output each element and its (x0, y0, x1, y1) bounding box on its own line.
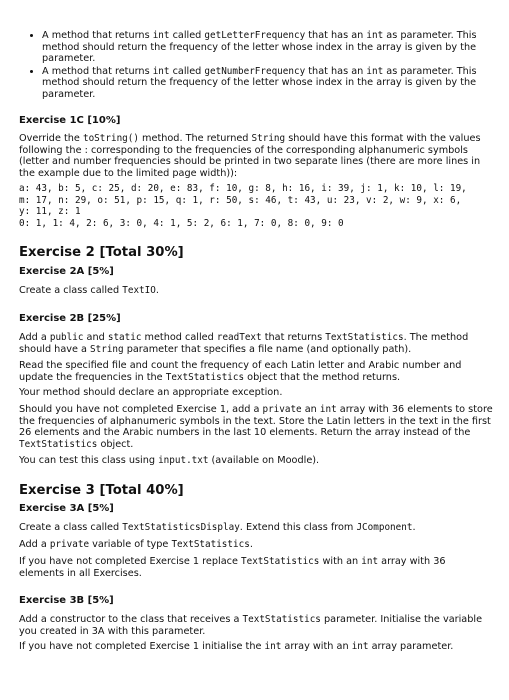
exercise-2a-text: Create a class called TextIO. (19, 285, 159, 296)
exercise-3a-heading: Exercise 3A [5%] (19, 503, 114, 514)
exercise-2-heading: Exercise 2 [Total 30%] (19, 245, 184, 260)
exercise-3b-heading: Exercise 3B [5%] (19, 595, 114, 606)
exercise-1c-text: Override the toString() method. The returned String should have this format with the values following the : corresponding to the frequencies of the corresponding alphanumeric symbols (letter and number frequencies should be printed in two separate lines (there are more lines in the example due to the limited page width)): (19, 133, 481, 179)
list-item: • A method that returns int called getLetterFrequency that has an int as parameter. This method should return the frequency of the letter whose index in the array is given by the parameter. (42, 30, 502, 65)
exercise-3a-paragraph-2: Add a private variable of type TextStatistics. (19, 539, 253, 550)
exercise-3a-paragraph-3: If you have not completed Exercise 1 replace TextStatistics with an int array with 36 elements in all Exercises. (19, 556, 446, 579)
exercise-2b-paragraph-2: Read the specified file and count the frequency of each Latin letter and Arabic number and update the frequencies in the TextStatistics object that the method returns. (19, 360, 462, 383)
exercise-2a-heading: Exercise 2A [5%] (19, 266, 114, 277)
exercise-3b-paragraph-2: If you have not completed Exercise 1 initialise the int array with an int array parameter. (19, 641, 454, 652)
exercise-3a-paragraph-1: Create a class called TextStatisticsDisplay. Extend this class from JComponent. (19, 522, 416, 533)
method-list (24, 30, 502, 102)
exercise-3-heading: Exercise 3 [Total 40%] (19, 483, 184, 498)
exercise-3b-paragraph-1: Add a constructor to the class that receives a TextStatistics parameter. Initialise the variable you created in 3A with this parameter. (19, 614, 483, 637)
exercise-2b-heading: Exercise 2B [25%] (19, 313, 121, 324)
exercise-2b-paragraph-4: Should you have not completed Exercise 1, add a private an int array with 36 elements to store the frequencies of alphanumeric symbols in the text. Store the Latin letters in the text in the first 26 elements and the Arabic numbers in the last 10 elements. Return the array instead of the TextStatistics object. (19, 404, 493, 450)
list-item: • A method that returns int called getNumberFrequency that has an int as parameter. This method should return the frequency of the letter whose index in the array is given by the parameter. (42, 66, 502, 101)
tostring-example-output: a: 43, b: 5, c: 25, d: 20, e: 83, f: 10, g: 8, h: 16, i: 39, j: 1, k: 10, l: 19, m: 17, n: 29, o: 51, p: 15, q: 1, r: 50, s: 46, t: 43, u: 23, v: 2, w: 9, x: 6, y: 11, z: 1 0: 1, 1: 4, 2: 6, 3: 0, 4: 1, 5: 2, 6: 1, 7: 0, 8: 0, 9: 0 (19, 183, 467, 229)
exercise-2b-paragraph-5: You can test this class using input.txt (available on Moodle). (19, 455, 320, 466)
exercise-2b-paragraph-3: Your method should declare an appropriate exception. (19, 387, 283, 398)
exercise-1c-heading: Exercise 1C [10%] (19, 115, 121, 126)
exercise-2b-paragraph-1: Add a public and static method called readText that returns TextStatistics. The method should have a String parameter that specifies a file name (and optionally path). (19, 332, 469, 355)
